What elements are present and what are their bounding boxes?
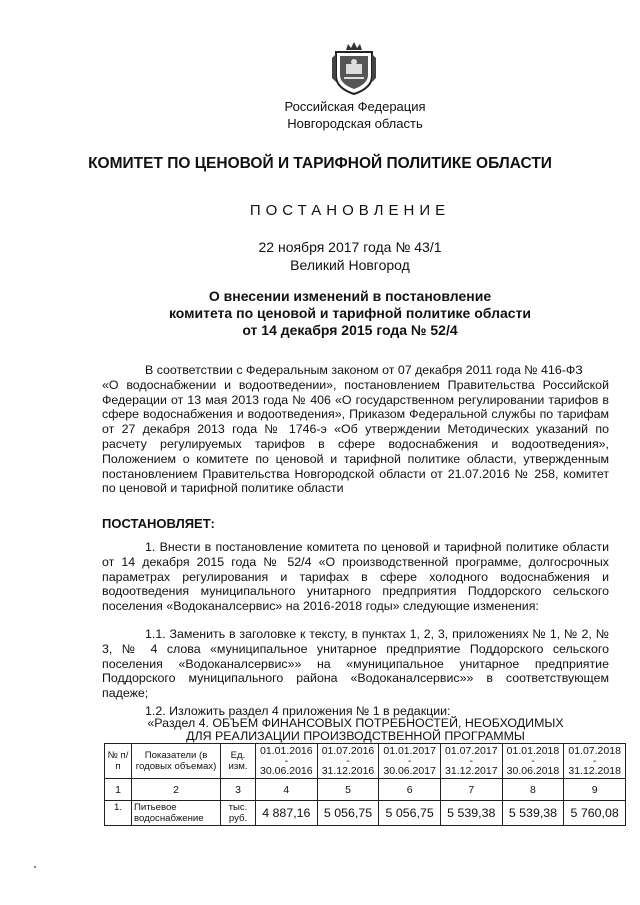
period-to: 31.12.2017	[445, 765, 498, 777]
section-heading-line: «Раздел 4. ОБЪЕМ ФИНАНСОВЫХ ПОТРЕБНОСТЕЙ, НЕОБХОДИМЫХ	[147, 716, 564, 730]
column-number: 1	[105, 779, 132, 801]
header-period	[256, 744, 318, 779]
column-number: 2	[132, 779, 221, 801]
header-period	[564, 744, 626, 779]
period-from: 01.01.2017	[383, 745, 436, 757]
title-line: О внесении изменений в постановление	[208, 288, 492, 304]
header-period	[502, 744, 564, 779]
period-to: 30.06.2018	[506, 765, 560, 777]
period-dash: -	[592, 755, 597, 767]
preamble-first-line: В соответствии с Федеральным законом от 07 декабря 2011 года № 416-ФЗ	[145, 363, 583, 377]
period-from: 01.07.2016	[321, 745, 375, 757]
period-dash: -	[469, 755, 474, 767]
section-heading	[102, 717, 609, 742]
period-dash: -	[346, 755, 350, 767]
header-unit: Ед. изм.	[221, 744, 256, 779]
item-1-1-paragraph: 1.1. Заменить в заголовке к тексту, в пунктах 1, 2, 3, приложениях № 1, № 2, № 3, № 4 слова «муниципальное унитарное предприятие Поддорского сельского поселения «Водоканалсервис»» на «муниципальное унитарное предприятие Поддорского муниципального района «Водоканалсервис»» в соответствующем падеже;	[102, 627, 609, 701]
header-period	[440, 744, 502, 779]
title-line: от 14 декабря 2015 года № 52/4	[242, 322, 458, 338]
column-number: 6	[379, 779, 441, 801]
committee-name: КОМИТЕТ ПО ЦЕНОВОЙ И ТАРИФНОЙ ПОЛИТИКЕ ОБЛАСТИ	[88, 155, 552, 172]
column-number: 7	[440, 779, 502, 801]
table-row	[105, 801, 626, 826]
row-value: 5 056,75	[317, 801, 379, 826]
preamble-paragraph	[102, 363, 609, 496]
period-dash: -	[531, 755, 535, 767]
resolves-heading: ПОСТАНОВЛЯЕТ:	[102, 516, 215, 531]
header-indicator: Показатели (в годовых объемах)	[132, 744, 221, 779]
city-name: Великий Новгород	[290, 257, 410, 273]
country-name: Российская Федерация	[284, 99, 426, 114]
row-indicator: Питьевое водоснабжение	[132, 801, 221, 826]
header-num: № п/п	[105, 744, 132, 779]
period-to: 30.06.2017	[383, 765, 436, 777]
period-to: 30.06.2016	[260, 765, 313, 777]
document-type: ПОСТАНОВЛЕНИЕ	[249, 202, 451, 219]
row-value: 4 887,16	[256, 801, 318, 826]
column-number: 3	[221, 779, 256, 801]
row-unit: тыс. руб.	[221, 801, 256, 826]
row-value: 5 539,38	[440, 801, 502, 826]
date-number: 22 ноября 2017 года № 43/1	[258, 239, 442, 255]
period-from: 01.07.2017	[445, 745, 498, 757]
period-from: 01.01.2018	[506, 745, 560, 757]
column-number: 4	[256, 779, 318, 801]
header-period	[379, 744, 441, 779]
table-header-row	[105, 744, 626, 779]
period-to: 31.12.2018	[568, 765, 621, 777]
scan-mark	[34, 866, 36, 868]
period-from: 01.01.2016	[260, 745, 313, 757]
period-from: 01.07.2018	[568, 745, 621, 757]
preamble-rest: «О водоснабжении и водоотведении», постановлением Правительства Российской Федерации от 13 мая 2013 года № 406 «О государственном регулировании тарифов в сфере водоснабжения и водоотведения», Приказом Федеральной службы по тарифам от 27 декабря 2013 года № 1746-э «Об утверждении Методических указаний по расчету регулируемых тарифов в сфере водоснабжения и водоотведения», Положением о комитете по ценовой и тарифной политике области, утвержденным постановлением Правительства Новгородской области от 21.07.2016 № 258, комитет по ценовой и тарифной политике области	[102, 377, 609, 496]
column-number-row	[105, 779, 626, 801]
column-number: 5	[317, 779, 379, 801]
column-number: 9	[564, 779, 626, 801]
item-1-paragraph: 1. Внести в постановление комитета по ценовой и тарифной политике области от 14 декабря 2015 года № 52/4 «О производственной программе, долгосрочных параметрах регулирования и тарифах в сфере холодного водоснабжения и водоотведения муниципального унитарного предприятия Поддорского сельского поселения «Водоканалсервис» на 2016-2018 годы» следующие изменения:	[102, 540, 609, 614]
period-dash: -	[407, 755, 412, 767]
item-1-2-paragraph: 1.2. Изложить раздел 4 приложения № 1 в редакции:	[145, 704, 451, 718]
period-dash: -	[284, 755, 289, 767]
section-heading-line: ДЛЯ РЕАЛИЗАЦИИ ПРОИЗВОДСТВЕННОЙ ПРОГРАММЫ	[186, 728, 525, 743]
period-to: 31.12.2016	[321, 765, 375, 777]
region-name: Новгородская область	[287, 116, 423, 131]
coat-of-arms-icon	[330, 42, 378, 96]
column-number: 8	[502, 779, 564, 801]
row-value: 5 539,38	[502, 801, 564, 826]
financial-needs-table	[104, 743, 626, 826]
title-line: комитета по ценовой и тарифной политике области	[168, 305, 532, 321]
row-value: 5 056,75	[379, 801, 441, 826]
row-value: 5 760,08	[564, 801, 626, 826]
header-period	[317, 744, 379, 779]
document-title	[30, 288, 640, 339]
row-num: 1.	[105, 801, 132, 826]
